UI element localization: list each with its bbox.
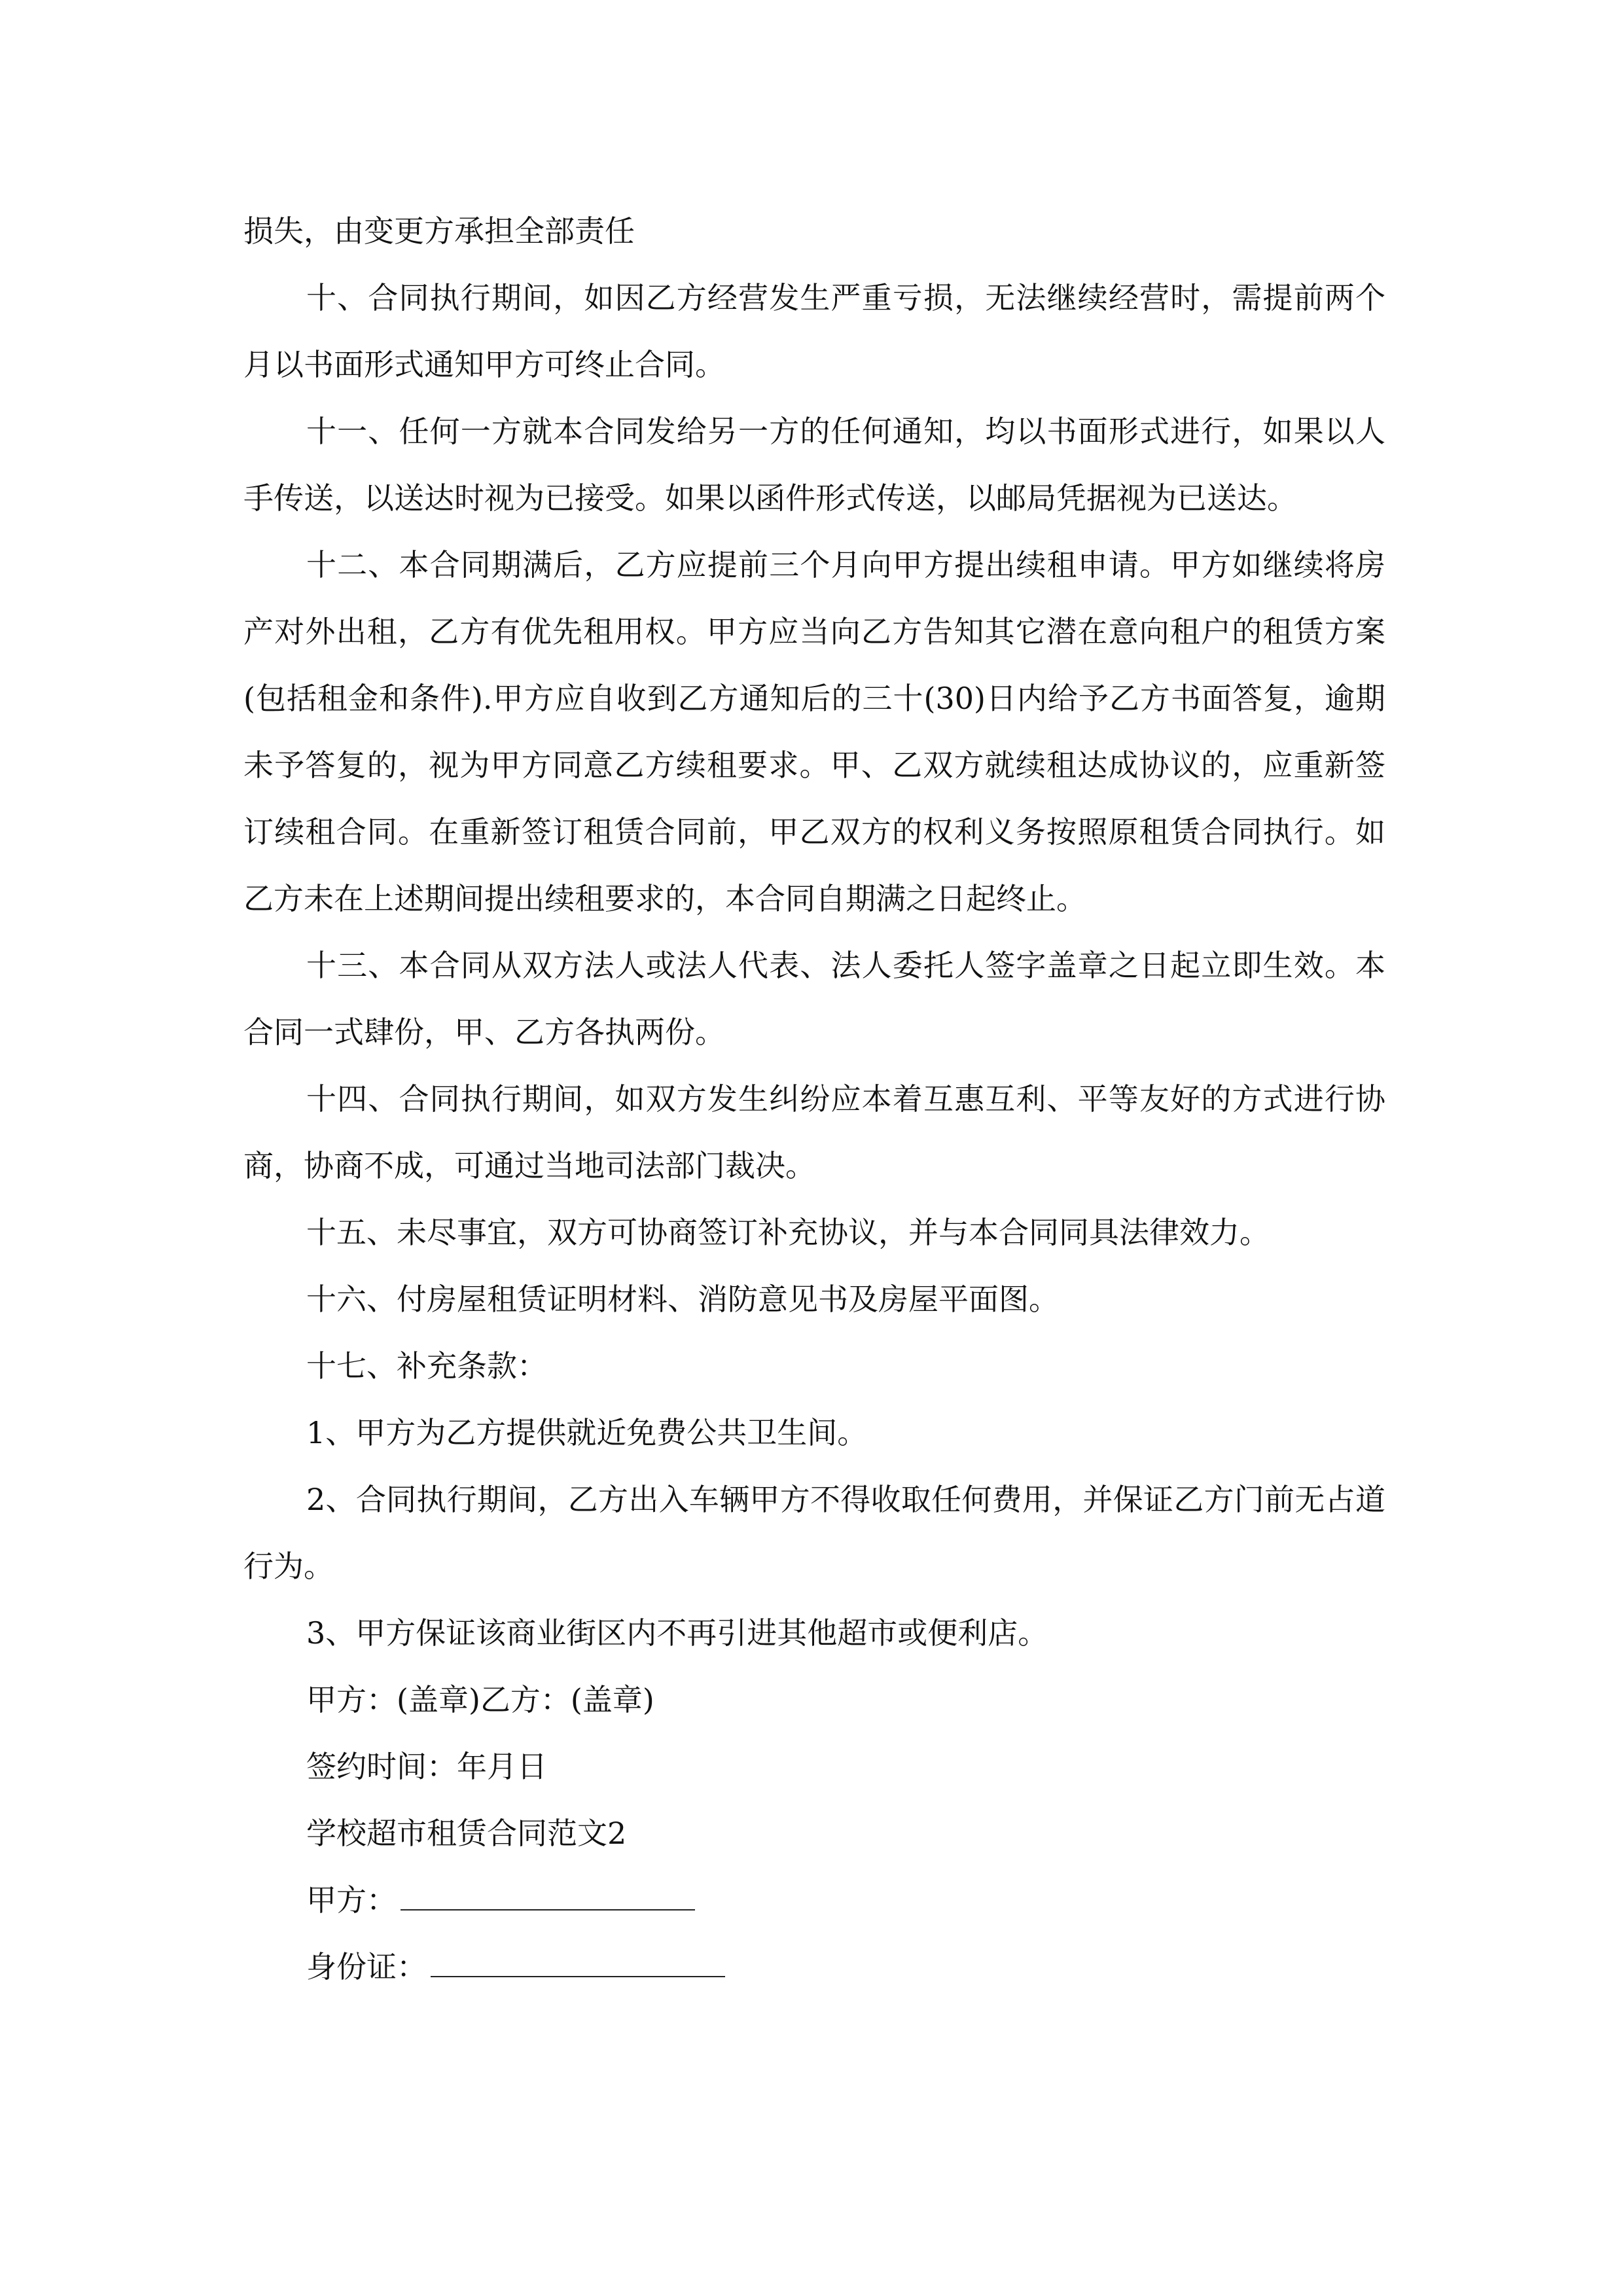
party-a-label: 甲方： <box>306 1882 397 1918</box>
paragraph-clause-11: 十一、任何一方就本合同发给另一方的任何通知，均以书面形式进行，如果以人手传送，以送达时视为已接受。如果以函件形式传送，以邮局凭据视为已送达。 <box>243 414 1385 516</box>
signing-date-line: 签约时间：年月日 <box>306 1749 547 1784</box>
paragraph-supplement-2: 2、合同执行期间，乙方出入车辆甲方不得收取任何费用，并保证乙方门前无占道行为。 <box>243 1482 1385 1584</box>
document-body <box>243 198 1385 2000</box>
paragraph-clause-14: 十四、合同执行期间，如双方发生纠纷应本着互惠互利、平等友好的方式进行协商，协商不成，可通过当地司法部门裁决。 <box>243 1081 1385 1183</box>
paragraph-supplement-1: 1、甲方为乙方提供就近免费公共卫生间。 <box>306 1415 868 1450</box>
party-a-blank <box>401 1883 695 1910</box>
paragraph-clause-15: 十五、未尽事宜，双方可协商签订补充协议，并与本合同同具法律效力。 <box>306 1215 1270 1250</box>
id-card-field <box>243 1933 1385 2000</box>
paragraph-clause-16: 十六、付房屋租赁证明材料、消防意见书及房屋平面图。 <box>306 1282 1059 1317</box>
id-card-label: 身份证： <box>306 1949 427 1984</box>
paragraph-clause-13: 十三、本合同从双方法人或法人代表、法人委托人签字盖章之日起立即生效。本合同一式肆份，甲、乙方各执两份。 <box>243 948 1385 1050</box>
id-card-blank <box>431 1950 725 1977</box>
party-a-field <box>243 1867 1385 1933</box>
signature-seal-line: 甲方：(盖章)乙方：(盖章) <box>306 1682 654 1717</box>
section-heading: 学校超市租赁合同范文2 <box>306 1816 627 1851</box>
paragraph-supplement-3: 3、甲方保证该商业街区内不再引进其他超市或便利店。 <box>306 1615 1048 1651</box>
paragraph-clause-10: 十、合同执行期间，如因乙方经营发生严重亏损，无法继续经营时，需提前两个月以书面形式通知甲方可终止合同。 <box>243 280 1385 382</box>
paragraph-loss: 损失，由变更方承担全部责任 <box>243 213 635 249</box>
paragraph-clause-17: 十七、补充条款： <box>306 1348 547 1384</box>
paragraph-clause-12: 十二、本合同期满后，乙方应提前三个月向甲方提出续租申请。甲方如继续将房产对外出租，乙方有优先租用权。甲方应当向乙方告知其它潜在意向租户的租赁方案(包括租金和条件).甲方应自收到乙方通知后的三十(30)日内给予乙方书面答复，逾期未予答复的，视为甲方同意乙方续租要求。甲、乙双方就续租达成协议的，应重新签订续租合同。在重新签订租赁合同前，甲乙双方的权利义务按照原租赁合同执行。如乙方未在上述期间提出续租要求的，本合同自期满之日起终止。 <box>243 547 1385 916</box>
